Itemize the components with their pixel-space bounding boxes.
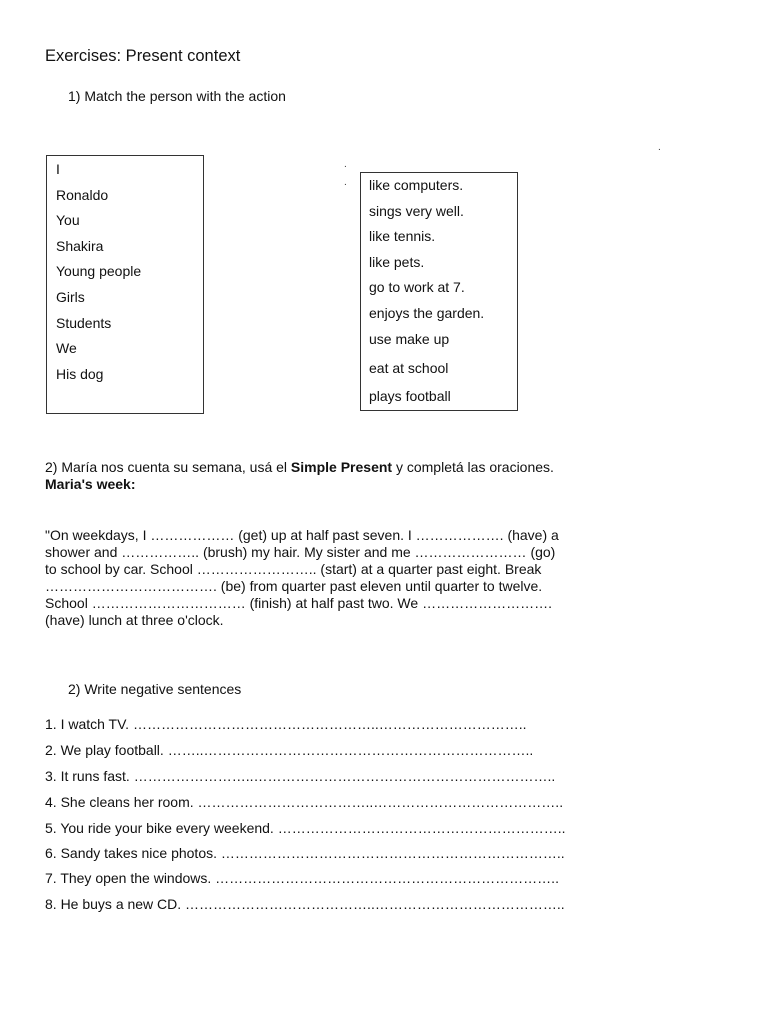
instruction-bold: Simple Present (290, 459, 393, 475)
exercise-2-subtitle: Maria's week: (45, 476, 136, 492)
person-item: His dog (56, 366, 104, 382)
action-item: eat at school (369, 360, 449, 376)
negative-sentence: 8. He buys a new CD. …………………………………..………………………………….. (45, 896, 565, 912)
action-item: use make up (369, 331, 450, 347)
action-item: like pets. (369, 254, 425, 270)
action-item: enjoys the garden. (369, 305, 485, 321)
person-item: Young people (56, 263, 142, 279)
negative-sentence: 6. Sandy takes nice photos. ……………………………………………………………….. (45, 845, 565, 861)
fill-in-paragraph (45, 527, 590, 629)
paragraph-line: to school by car. School …………………….. (start) at a quarter past eight. Break (45, 561, 542, 577)
action-item: sings very well. (369, 203, 464, 219)
person-item: You (56, 212, 80, 228)
stray-dot: . (658, 142, 661, 153)
paragraph-line: School …………………………… (finish) at half past two. We ………………………. (45, 595, 552, 611)
action-item: like tennis. (369, 228, 436, 244)
person-item: We (56, 340, 77, 356)
actions-box (360, 172, 518, 411)
action-item: plays football (369, 388, 451, 404)
paragraph-line: (have) lunch at three o'clock. (45, 612, 224, 628)
people-box (46, 155, 204, 414)
action-item: go to work at 7. (369, 279, 465, 295)
negative-sentence: 1. I watch TV. ……………………………………………..………………………….. (45, 716, 527, 732)
paragraph-line: shower and …………….. (brush) my hair. My sister and me …………………… (go) (45, 544, 556, 560)
paragraph-line: "On weekdays, I ……………… (get) up at half past seven. I ………………. (have) a (45, 527, 559, 543)
instruction-text: y completá las oraciones. (392, 459, 554, 475)
exercise-3-heading: 2) Write negative sentences (68, 681, 242, 697)
person-item: Girls (56, 289, 85, 305)
exercise-2-instructions (45, 459, 554, 475)
paragraph-line: ………………………………. (be) from quarter past eleven until quarter to twelve. (45, 578, 543, 594)
person-item: I (56, 161, 60, 177)
instruction-text: 2) María nos cuenta su semana, usá el (45, 459, 291, 475)
page-title: Exercises: Present context (45, 47, 241, 65)
exercise-1-heading: 1) Match the person with the action (68, 88, 286, 104)
negative-sentence: 5. You ride your bike every weekend. …………………………………………………….. (45, 820, 566, 836)
person-item: Students (56, 315, 112, 331)
person-item: Shakira (56, 238, 104, 254)
negative-sentence: 7. They open the windows. ……………………………………………………………….. (45, 870, 559, 886)
person-item: Ronaldo (56, 187, 109, 203)
negative-sentence: 3. It runs fast. ……………………..……………………………………………………….. (45, 768, 556, 784)
action-item: like computers. (369, 177, 464, 193)
stray-dot: . (344, 177, 347, 188)
negative-sentence: 2. We play football. ……..…………………………………………………………….. (45, 742, 534, 758)
stray-dot: . (344, 159, 347, 170)
negative-sentence: 4. She cleans her room. ………………………………..………………………………….. (45, 794, 564, 810)
